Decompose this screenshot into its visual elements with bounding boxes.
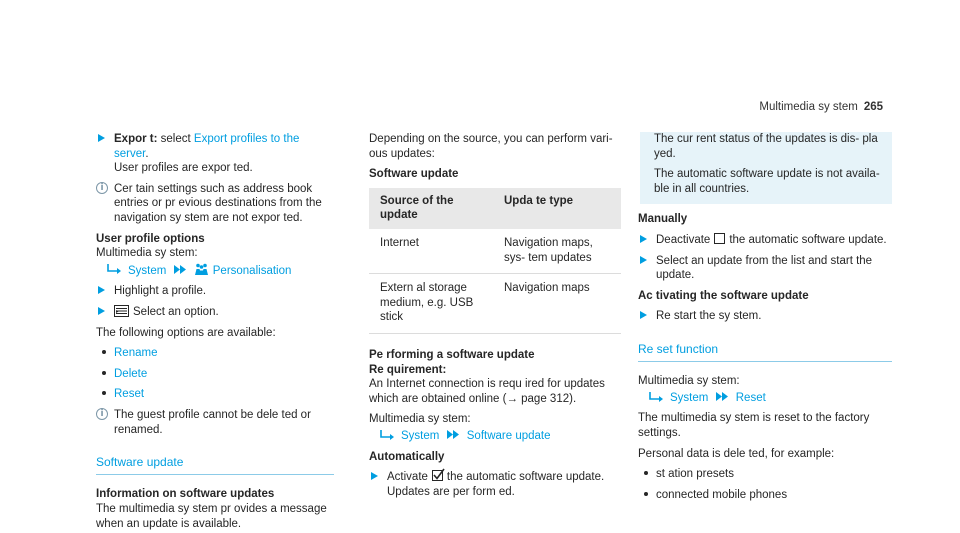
export-desc: User profiles are expor ted. <box>114 162 253 175</box>
info-heading: Information on software updates <box>96 488 275 501</box>
reset-text: The multimedia sy stem is reset to the factory settings. <box>638 412 870 439</box>
list-item: connected mobile phones <box>638 488 892 503</box>
reset-function-title: Re set function <box>638 342 892 362</box>
activate-text: the automatic software update. Updates are per form ed. <box>387 471 605 498</box>
path-system-link[interactable]: System <box>401 429 440 442</box>
table-header-type: Upda te type <box>493 188 621 229</box>
list-item <box>96 346 334 361</box>
requirement-label: Re quirement: <box>369 363 447 376</box>
status-note-bar <box>640 132 892 204</box>
double-chevron-icon <box>447 430 460 439</box>
info-icon: i <box>96 182 108 194</box>
user-profile-heading: User profile options <box>96 232 205 245</box>
export-step <box>96 132 334 176</box>
column-2 <box>369 132 621 505</box>
deactivate-step <box>638 233 892 248</box>
list-item: st ation presets <box>638 467 892 482</box>
path-arrow-icon <box>380 430 396 442</box>
note1-text: Cer tain settings such as address book entries or pr evious destinations from the navigation sy stem are not expor ted. <box>114 182 322 224</box>
table-cell: Navigation maps, sys‐ tem updates <box>493 229 621 274</box>
table-row <box>369 229 621 274</box>
header-section: Multimedia sy stem <box>759 101 858 113</box>
path-system-link[interactable]: System <box>128 264 167 277</box>
update-intro: Depending on the source, you can perform vari‐ ous updates: <box>369 133 613 160</box>
select-step-text: Select an option. <box>133 305 219 318</box>
checkbox-empty-icon <box>714 233 725 244</box>
perform-heading: Pe rforming a software update <box>369 348 535 361</box>
option-rename[interactable]: Rename <box>114 347 158 360</box>
path-personalisation <box>96 263 334 279</box>
table-cell: Navigation maps <box>493 274 621 334</box>
table-header-source: Source of the update <box>369 188 493 229</box>
select-update-step: Select an update from the list and start the update. <box>638 254 892 283</box>
note2-text: The guest profile cannot be dele ted or renamed. <box>114 408 311 436</box>
export-link[interactable]: Export profiles to the server <box>114 133 300 160</box>
export-label: Expor t: <box>114 133 158 145</box>
list-item <box>96 367 334 382</box>
guest-note <box>96 408 334 437</box>
bar-line-2: The automatic software update is not availa‐ ble in all countries. <box>654 168 880 195</box>
table-cell: Extern al storage medium, e.g. USB stick <box>369 274 493 334</box>
list-item <box>96 387 334 402</box>
requirement-text: An Internet connection is requ ired for updates which are obtained online (→ page 312). <box>369 378 605 405</box>
update-table <box>369 188 621 334</box>
personalisation-icon <box>194 263 209 276</box>
double-chevron-icon <box>174 265 187 274</box>
export-select: select <box>160 133 191 145</box>
highlight-step: Highlight a profile. <box>96 284 334 299</box>
path-software-update-link[interactable]: Software update <box>466 429 551 442</box>
path-reset <box>638 391 892 406</box>
column-3 <box>638 132 892 508</box>
option-reset[interactable]: Reset <box>114 388 145 401</box>
options-intro: The following options are available: <box>96 326 276 339</box>
table-header-row <box>369 188 621 229</box>
activate-step <box>369 470 621 499</box>
path-software-update <box>369 429 621 444</box>
mm-label: Multimedia sy stem: <box>369 413 471 426</box>
info-icon: i <box>96 408 108 420</box>
deleted-list <box>638 467 892 502</box>
mm-label: Multimedia sy stem: <box>638 375 740 388</box>
path-personalisation-link[interactable]: Personalisation <box>212 264 292 277</box>
restart-step: Re start the sy stem. <box>638 309 892 324</box>
deleted-text: Personal data is dele ted, for example: <box>638 447 835 460</box>
export-note <box>96 182 334 226</box>
options-list <box>96 346 334 402</box>
page-header <box>759 100 883 115</box>
info-text: The multimedia sy stem pr ovides a message when an update is available. <box>96 502 327 530</box>
page-number: 265 <box>863 101 883 113</box>
software-update-title: Software update <box>96 455 334 475</box>
table-cell: Internet <box>369 229 493 274</box>
path-arrow-icon <box>649 392 665 404</box>
double-chevron-icon <box>716 392 729 401</box>
path-reset-link[interactable]: Reset <box>735 391 766 404</box>
mm-label: Multimedia sy stem: <box>96 247 198 260</box>
table-row <box>369 274 621 334</box>
menu-icon <box>114 305 129 317</box>
activating-heading: Ac tivating the software update <box>638 289 809 302</box>
deactivate-label: Deactivate <box>656 233 711 246</box>
option-delete[interactable]: Delete <box>114 367 148 380</box>
table-heading: Software update <box>369 168 459 181</box>
auto-heading: Automatically <box>369 450 445 463</box>
path-system-link[interactable]: System <box>670 391 709 404</box>
path-arrow-icon <box>107 264 123 276</box>
select-step <box>96 305 334 320</box>
deactivate-text: the automatic software update. <box>729 233 887 246</box>
export-end: . <box>145 147 149 160</box>
bar-line-1: The cur rent status of the updates is dis‐ pla yed. <box>654 133 878 160</box>
manually-heading: Manually <box>638 213 688 226</box>
activate-label: Activate <box>387 471 428 484</box>
checkbox-checked-icon <box>432 470 443 481</box>
column-1 <box>96 132 334 531</box>
